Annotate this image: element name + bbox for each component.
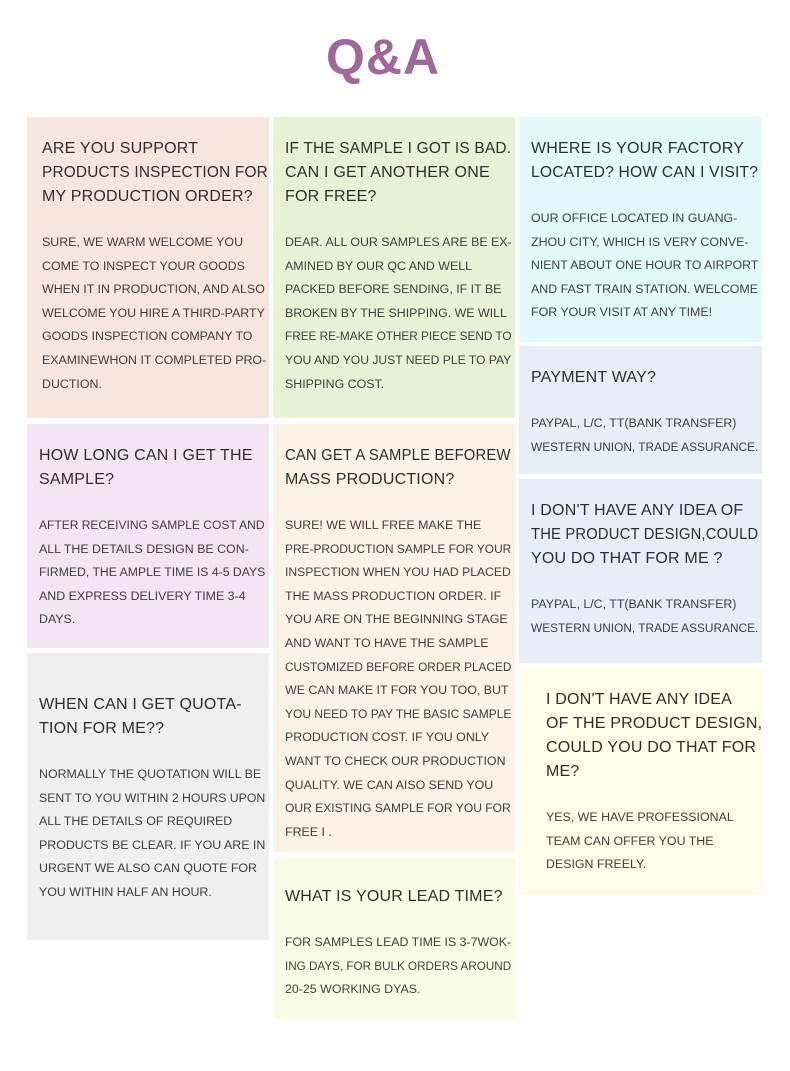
faq-question (285, 444, 511, 492)
answer-line: SURE, WE WARM WELCOME YOU (42, 235, 244, 249)
answer-line: FREE RE-MAKE OTHER PIECE SEND TO (285, 329, 512, 344)
faq-card-payment (519, 346, 762, 474)
faq-card-product-design (519, 479, 762, 663)
answer-line: WESTERN UNION, TRADE ASSURANCE. (531, 620, 759, 635)
question-line: ME? (546, 763, 580, 780)
answer-line: 20-25 WORKING DYAS. (285, 982, 421, 997)
answer-line: PRE-PRODUCTION SAMPLE FOR YOUR (285, 541, 512, 556)
answer-line: PRODUCTION COST. IF YOU ONLY (285, 730, 490, 745)
answer-line: ZHOU CITY, WHICH IS VERY CONVE- (531, 234, 749, 249)
answer-line: AND WANT TO HAVE THE SAMPLE (285, 635, 489, 650)
question-line: SAMPLE? (39, 471, 115, 488)
answer-line: YOU NEED TO PAY THE BASIC SAMPLE (285, 706, 512, 721)
answer-line: NORMALLY THE QUOTATION WILL BE (39, 767, 262, 781)
question-line: WHEN CAN I GET QUOTA- (39, 696, 242, 713)
answer-line: ALL THE DETAILS DESIGN BE CON- (39, 541, 249, 556)
answer-line: URGENT WE ALSO CAN QUOTE FOR (39, 861, 258, 876)
faq-answer (39, 763, 265, 905)
question-line: I DON'T HAVE ANY IDEA (546, 691, 732, 708)
answer-line: AND FAST TRAIN STATION. WELCOME (531, 281, 758, 296)
answer-line: DUCTION. (42, 376, 102, 391)
question-line: MY PRODUCTION ORDER? (42, 188, 253, 205)
faq-card-quotation (27, 653, 269, 940)
question-line: YOU DO THAT FOR ME ? (531, 550, 723, 567)
answer-line: EXAMINEWHON IT COMPLETED PRO- (42, 352, 267, 367)
answer-line: SHIPPING COST. (285, 376, 385, 391)
answer-line: YOU ARE ON THE BEGINNING STAGE (285, 612, 508, 627)
answer-line: WHEN IT IN PRODUCTION, AND ALSO (42, 282, 265, 297)
faq-question (42, 137, 268, 209)
faq-answer (42, 231, 265, 396)
answer-line: OUR EXISTING SAMPLE FOR YOU FOR (285, 801, 511, 816)
answer-line: FOR YOUR VISIT AT ANY TIME! (531, 305, 713, 320)
answer-line: PAYPAL, L/C, TT(BANK TRANSFER) (531, 597, 737, 611)
faq-question (531, 499, 758, 571)
answer-line: PRODUCTS BE CLEAR. IF YOU ARE IN (39, 837, 266, 852)
answer-line: BROKEN BY THE SHIPPING. WE WILL (285, 305, 507, 320)
page-title: Q&A (325, 29, 441, 85)
answer-line: OUR OFFICE LOCATED IN GUANG- (531, 211, 738, 225)
answer-line: DEAR. ALL OUR SAMPLES ARE BE EX- (285, 235, 512, 249)
question-line: LOCATED? HOW CAN I VISIT? (531, 164, 759, 181)
answer-line: FREE I . (285, 824, 332, 839)
answer-line: YOU WITHIN HALF AN HOUR. (39, 884, 212, 899)
answer-line: WESTERN UNION, TRADE ASSURANCE. (531, 439, 759, 454)
answer-line: COME TO INSPECT YOUR GOODS (42, 258, 245, 273)
question-line: FOR FREE? (285, 188, 377, 205)
answer-line: INSPECTION WHEN YOU HAD PLACED (285, 565, 511, 580)
answer-line: CUSTOMIZED BEFORE ORDER PLACED (285, 659, 512, 674)
answer-line: GOODS INSPECTION COMPANY TO (42, 329, 253, 344)
faq-answer (285, 231, 511, 396)
faq-answer (546, 806, 758, 877)
faq-answer (531, 207, 758, 325)
answer-line: NIENT ABOUT ONE HOUR TO AIRPORT (531, 258, 759, 273)
answer-line: AND EXPRESS DELIVERY TIME 3-4 (39, 588, 246, 603)
answer-line: SURE! WE WILL FREE MAKE THE (285, 518, 482, 532)
faq-answer (285, 931, 511, 1002)
answer-line: AFTER RECEIVING SAMPLE COST AND (39, 518, 265, 532)
answer-line: AMINED BY OUR QC AND WELL (285, 258, 473, 273)
faq-card-sample-before-mass (273, 424, 515, 852)
answer-line: TEAM CAN OFFER YOU THE (546, 833, 714, 848)
answer-line: ALL THE DETAILS OF REQUIRED (39, 814, 233, 829)
question-line: COULD YOU DO THAT FOR (546, 739, 757, 756)
faq-question (546, 688, 762, 784)
answer-line: YOU AND YOU JUST NEED PLE TO PAY (285, 352, 512, 367)
faq-card-product-design-alt (519, 668, 762, 895)
faq-question (285, 885, 511, 909)
question-line: PRODUCTS INSPECTION FOR (42, 164, 268, 181)
faq-answer (39, 514, 265, 632)
answer-line: FIRMED, THE AMPLE TIME IS 4-5 DAYS (39, 565, 266, 580)
question-line: CAN I GET ANOTHER ONE (285, 164, 490, 181)
answer-line: WE CAN MAKE IT FOR YOU TOO, BUT (285, 683, 509, 698)
faq-question (531, 137, 758, 185)
faq-question (285, 137, 511, 209)
question-line: WHERE IS YOUR FACTORY (531, 140, 745, 157)
answer-line: QUALITY. WE CAN AISO SEND YOU (285, 777, 494, 792)
answer-line: ING DAYS, FOR BULK ORDERS AROUND (285, 958, 512, 973)
answer-line: THE MASS PRODUCTION ORDER. IF (285, 588, 502, 603)
faq-question (39, 693, 265, 741)
answer-line: WELCOME YOU HIRE A THIRD-PARTY (42, 305, 265, 320)
question-line: THE PRODUCT DESIGN,COULD (531, 526, 759, 543)
faq-card-bad-sample (273, 117, 515, 418)
question-line: IF THE SAMPLE I GOT IS BAD. (285, 140, 512, 157)
faq-card-inspection (27, 117, 269, 418)
faq-answer (285, 514, 511, 844)
answer-line: PAYPAL, L/C, TT(BANK TRANSFER) (531, 416, 737, 430)
faq-answer (531, 593, 758, 640)
question-line: CAN GET A SAMPLE BEFOREW (285, 447, 511, 464)
question-line: OF THE PRODUCT DESIGN, (546, 715, 762, 732)
faq-answer (531, 412, 758, 459)
faq-card-sample-time (27, 424, 269, 648)
answer-line: DESIGN FREELY. (546, 857, 647, 872)
question-line: I DON'T HAVE ANY IDEA OF (531, 502, 744, 519)
answer-line: SENT TO YOU WITHIN 2 HOURS UPON (39, 790, 266, 805)
answer-line: YES, WE HAVE PROFESSIONAL (546, 810, 734, 824)
answer-line: DAYS. (39, 612, 76, 627)
question-line: WHAT IS YOUR LEAD TIME? (285, 888, 503, 905)
answer-line: FOR SAMPLES LEAD TIME IS 3-7WOK- (285, 935, 512, 949)
faq-question (531, 366, 758, 390)
question-line: MASS PRODUCTION? (285, 471, 455, 488)
question-line: PAYMENT WAY? (531, 369, 657, 386)
answer-line: WANT TO CHECK OUR PRODUCTION (285, 753, 506, 768)
faq-card-lead-time (273, 858, 515, 1019)
question-line: HOW LONG CAN I GET THE (39, 447, 253, 464)
question-line: TION FOR ME?? (39, 720, 165, 737)
faq-question (39, 444, 265, 492)
faq-card-factory-location (519, 117, 762, 342)
question-line: ARE YOU SUPPORT (42, 140, 199, 157)
answer-line: PACKED BEFORE SENDING, IF IT BE (285, 282, 502, 297)
